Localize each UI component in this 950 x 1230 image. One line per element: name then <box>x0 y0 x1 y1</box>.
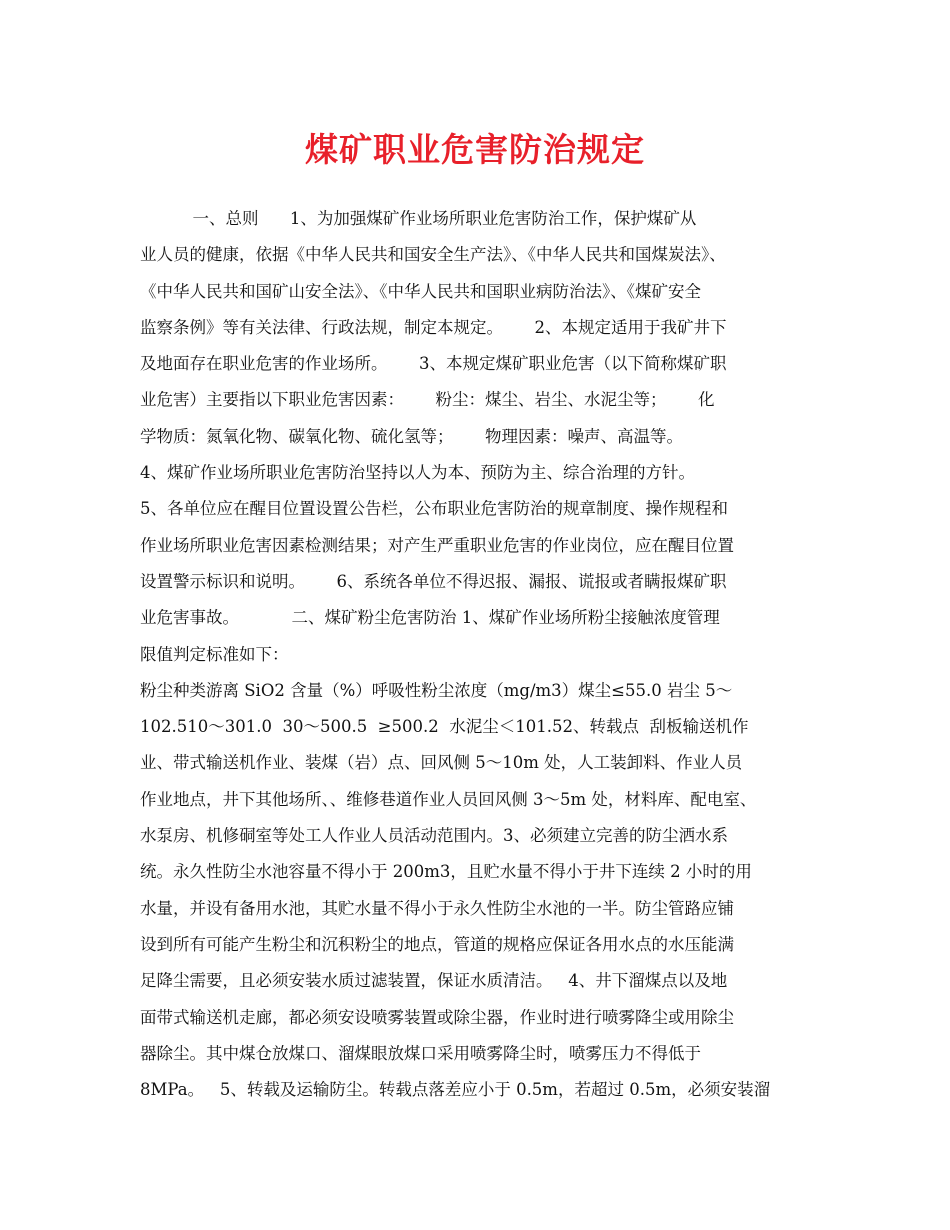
body-line: 设置警示标识和说明。 6、系统各单位不得迟报、漏报、谎报或者瞒报煤矿职 <box>140 571 727 591</box>
body-line: 8MPa。 5、转载及运输防尘。转载点落差应小于 0.5m，若超过 0.5m，必须安装溜 <box>140 1080 771 1100</box>
body-line: 作业场所职业危害因素检测结果；对产生严重职业危害的作业岗位，应在醒目位置 <box>140 535 734 555</box>
body-line: 限值判定标准如下： <box>140 644 289 664</box>
body-line: 业危害事故。 二、煤矿粉尘危害防治 1、煤矿作业场所粉尘接触浓度管理 <box>140 608 720 628</box>
body-line: 102.510～301.0 30～500.5 ≥500.2 水泥尘＜101.52、转载点 刮板输送机作 <box>140 717 749 737</box>
body-line: 足降尘需要，且必须安装水质过滤装置，保证水质清洁。 4、井下溜煤点以及地 <box>140 971 728 991</box>
document-body <box>140 201 820 1108</box>
body-line: 水量，并设有备用水池，其贮水量不得小于永久性防尘水池的一半。防尘管路应铺 <box>140 898 734 918</box>
body-line: 监察条例》等有关法律、行政法规，制定本规定。 2、本规定适用于我矿井下 <box>140 317 727 337</box>
document-title: 煤矿职业危害防治规定 <box>305 130 645 169</box>
body-line: 设到所有可能产生粉尘和沉积粉尘的地点，管道的规格应保证各用水点的水压能满 <box>140 934 734 954</box>
body-line: 学物质：氮氧化物、碳氧化物、硫化氢等； 物理因素：噪声、高温等。 <box>140 426 683 446</box>
body-line: 4、煤矿作业场所职业危害防治坚持以人为本、预防为主、综合治理的方针。 <box>140 463 695 483</box>
body-line: 业、带式输送机作业、装煤（岩）点、回风侧 5～10m 处，人工装卸料、作业人员 <box>140 753 743 773</box>
body-line: 水泵房、机修硐室等处工人作业人员活动范围内。3、必须建立完善的防尘洒水系 <box>140 826 728 846</box>
body-line: 业人员的健康，依据《中华人民共和国安全生产法》、《中华人民共和国煤炭法》、 <box>140 245 726 265</box>
body-line: 及地面存在职业危害的作业场所。 3、本规定煤矿职业危害（以下简称煤矿职 <box>140 354 727 374</box>
body-line: 《中华人民共和国矿山安全法》、《中华人民共和国职业病防治法》、《煤矿安全 <box>140 281 701 301</box>
body-line: 作业地点，井下其他场所、、维修巷道作业人员回风侧 3～5m 处，材料库、配电室、 <box>140 789 757 809</box>
body-line: 统。永久性防尘水池容量不得小于 200m3，且贮水量不得小于井下连续 2 小时的用 <box>140 862 752 882</box>
body-line: 业危害）主要指以下职业危害因素： 粉尘：煤尘、岩尘、水泥尘等； 化 <box>140 390 715 410</box>
body-line: 器除尘。其中煤仓放煤口、溜煤眼放煤口采用喷雾降尘时，喷雾压力不得低于 <box>140 1043 701 1063</box>
body-line: 面带式输送机走廊，都必须安设喷雾装置或除尘器，作业时进行喷雾降尘或用除尘 <box>140 1007 734 1027</box>
body-line: 5、各单位应在醒目位置设置公告栏，公布职业危害防治的规章制度、操作规程和 <box>140 499 728 519</box>
body-line: 一、总则 1、为加强煤矿作业场所职业危害防治工作，保护煤矿从 <box>140 209 697 228</box>
body-line: 粉尘种类游离 SiO2 含量（%）呼吸性粉尘浓度（mg/m3）煤尘≤55.0 岩尘 5～ <box>140 680 733 700</box>
